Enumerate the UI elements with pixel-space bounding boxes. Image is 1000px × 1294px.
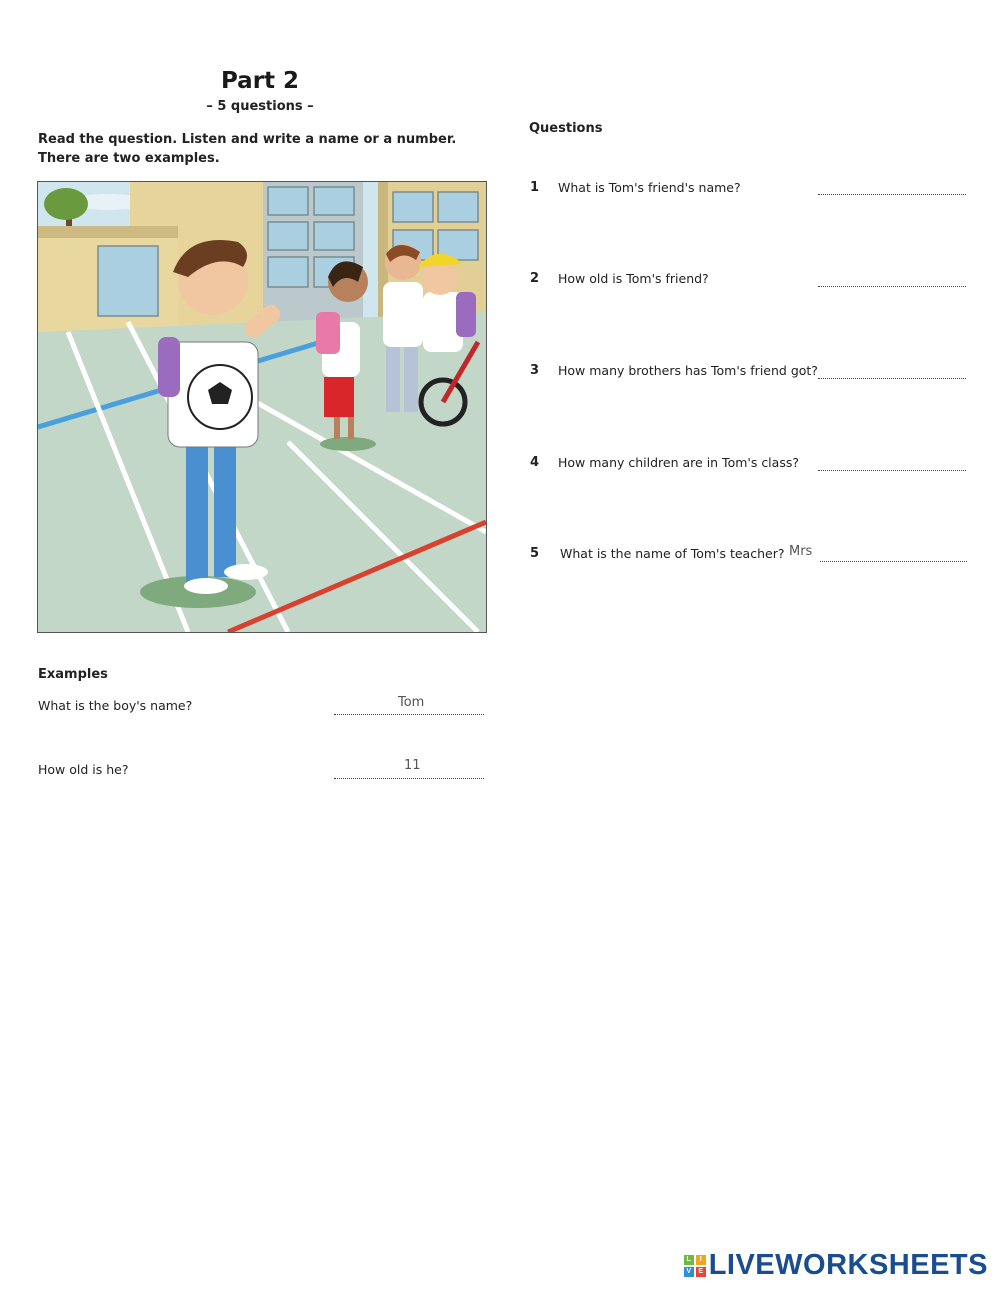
- question-1-answer-field[interactable]: [818, 180, 966, 195]
- instruction-line-2: There are two examples.: [38, 151, 220, 166]
- question-1-number: 1: [530, 180, 540, 195]
- schoolyard-illustration: [37, 181, 487, 633]
- question-4-answer-field[interactable]: [818, 456, 966, 471]
- logo-letter-v: V: [684, 1267, 694, 1277]
- page-title: Part 2: [220, 68, 300, 94]
- question-2-text: How old is Tom's friend?: [558, 271, 709, 286]
- question-3-number: 3: [530, 363, 540, 378]
- examples-heading: Examples: [38, 667, 108, 682]
- example-2-question: How old is he?: [38, 762, 129, 777]
- logo-letter-i: I: [696, 1255, 706, 1265]
- question-5-answer-field[interactable]: [820, 547, 967, 562]
- schoolyard-scene: [38, 182, 486, 632]
- question-5-text: What is the name of Tom's teacher?: [560, 546, 785, 561]
- question-5-prefix: Mrs: [789, 544, 813, 559]
- question-2-number: 2: [530, 271, 540, 286]
- question-2-answer-field[interactable]: [818, 272, 966, 287]
- question-5-number: 5: [530, 546, 540, 561]
- logo-text: LIVEWORKSHEETS: [708, 1249, 988, 1281]
- logo-letter-l: L: [684, 1255, 694, 1265]
- question-3-answer-field[interactable]: [818, 364, 966, 379]
- liveworksheets-logo: [684, 1249, 988, 1282]
- logo-mark-icon: [684, 1255, 706, 1277]
- example-2-answer: 11: [404, 758, 421, 773]
- question-1-text: What is Tom's friend's name?: [558, 180, 741, 195]
- example-1-question: What is the boy's name?: [38, 698, 193, 713]
- page-subtitle: – 5 questions –: [206, 99, 314, 114]
- instructions: [38, 130, 456, 168]
- logo-letter-e: E: [696, 1267, 706, 1277]
- question-3-text: How many brothers has Tom's friend got?: [558, 363, 818, 378]
- question-4-text: How many children are in Tom's class?: [558, 455, 799, 470]
- instruction-line-1: Read the question. Listen and write a name or a number.: [38, 132, 457, 147]
- questions-heading: Questions: [529, 121, 603, 136]
- question-4-number: 4: [530, 455, 540, 470]
- example-1-answer: Tom: [398, 695, 425, 710]
